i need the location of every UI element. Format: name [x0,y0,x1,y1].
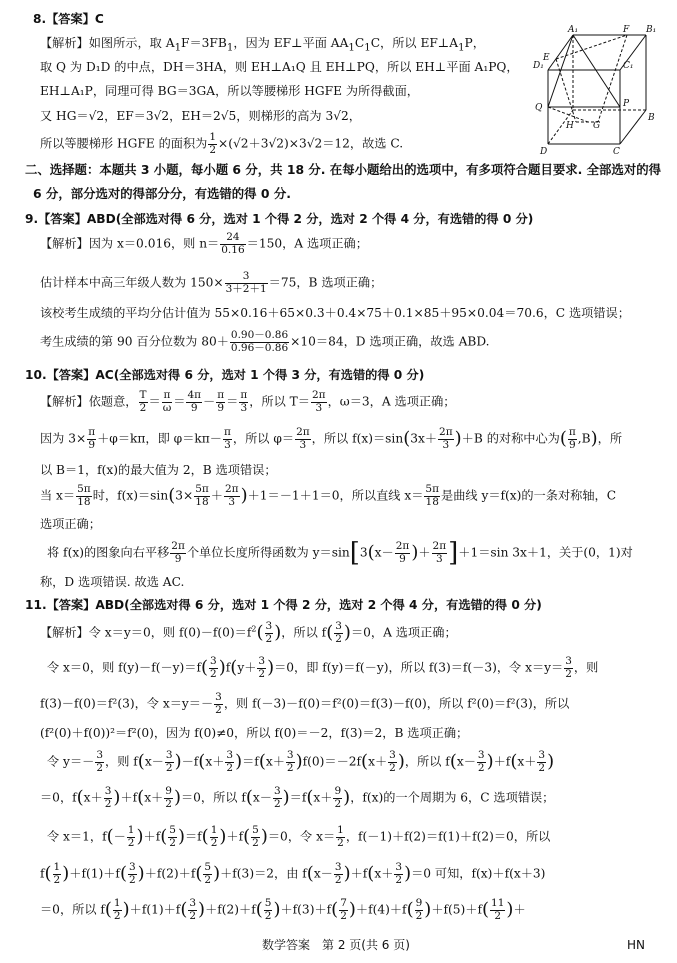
page-footer: 数学答案 第 2 页(共 6 页) [262,938,410,952]
q10-line-7: 称，D 选项错误. 故选 AC. [40,575,185,589]
q10-answer: 10.【答案】AC(全部选对得 6 分，选对 1 个得 3 分，有选错的得 0 分) [25,368,425,382]
q11-line-3: f(3)－f(0)＝f²(3)，令 x＝y＝－ $\frac{3}{2}$ ，则 f(－3)－f(0)＝f²(0)＝f(3)－f(0)，所以 f²(0)＝f²(3)，所以 [40,691,570,716]
fig-label-b1: B₁ [646,25,657,35]
fig-label-p: P [623,99,630,109]
q11-line-6: ＝0，f(x＋ $\frac{3}{2}$ )＋f(x＋ $\frac{9}{2}$ )＝0，所以 f(x－ $\frac{3}{2}$ )＝f(x＋ $\frac{9}{2}$ )，f(x)的一个周期为 6，C 选项错误； [40,785,555,810]
fig-label-c: C [613,147,620,157]
fig-label-c1: C₁ [623,61,634,71]
footer-region-code: HN [627,938,645,952]
q11-line-9: ＝0，所以 f( $\frac{1}{2}$ )＋f(1)＋f( $\frac{3}{2}$ )＋f(2)＋f( $\frac{5}{2}$ )＋f(3)＋f( $\frac{7}{2}$ )＋f(4)＋f( $\frac{9}{2}$ )＋f(5)＋f( $\frac{11}{2}$ )＋ [40,897,526,922]
cube-figure [528,22,658,157]
section-2-header: 二、选择题：本题共 3 小题，每小题 6 分，共 18 分. 在每小题给出的选项中，有多项符合题目要求. 全部选对的得 [25,162,661,177]
fig-label-q: Q [535,103,543,113]
q11-line-5: 令 y＝－ $\frac{3}{2}$ ，则 f(x－ $\frac{3}{2}$ )－f(x＋ $\frac{3}{2}$ )＝f(x＋ $\frac{3}{2}$ )f(0)＝－2f(x＋ $\frac{3}{2}$ )，所以 f(x－ $\frac{3}{2}$ )＋f(x＋ $\frac{3}{2}$ ) [47,749,555,774]
q8-line-5: 所以等腰梯形 HGFE 的面积为 $\frac{1}{2}$ ×(√2＋3√2)×3√2＝12，故选 C. [40,131,404,156]
q11-answer: 11.【答案】ABD(全部选对得 6 分，选对 1 个得 2 分，选对 2 个得 4 分，有选错的得 0 分) [25,598,542,612]
q9-answer: 9.【答案】ABD(全部选对得 6 分，选对 1 个得 2 分，选对 2 个得 4 分，有选错的得 0 分) [25,212,534,226]
fig-label-g: G [593,121,601,131]
q9-line-1: 【解析】因为 x＝0.016，则 n＝ $\frac{24}{0.16}$ ＝150，A 选项正确； [40,231,368,256]
q8-line-1: 【解析】如图所示，取 $A_1F=3FB_1$，因为 EF⊥平面 $AA_1C_1C$，所以 $EF\perp A_1P$， [40,36,485,54]
q8-line-4: 又 HG＝√2，EF＝3√2，EH＝2√5，则梯形的高为 3√2， [40,109,361,123]
q10-line-4: 当 x＝ $\frac{5\pi}{18}$ 时，f(x)＝sin(3× $\frac{5\pi}{18}$ ＋ $\frac{2\pi}{3}$ )＋1＝－1＋1＝0，所以直线 x＝ $\frac{5\pi}{18}$ 是曲线 y＝f(x)的一条对称轴，C [40,483,617,508]
q10-line-6: 将 f(x)的图象向右平移 $\frac{2\pi}{9}$ 个单位长度所得函数为 y＝sin[3(x－ $\frac{2\pi}{9}$ )＋ $\frac{2\pi}{3}$ ]＋1＝sin 3x＋1，关于(0，1)对 [47,538,633,568]
q9-line-2: 估计样本中高三年级人数为 150× $\frac{3}{3+2+1}$ ＝75，B 选项正确； [40,270,383,295]
q11-line-4: (f²(0)＋f(0))²＝f²(0)，因为 f(0)≠0，所以 f(0)＝－2，f(3)＝2，B 选项正确； [40,726,469,740]
fig-label-b: B [648,113,655,123]
q8-line-3: EH⊥A₁P，同理可得 BG＝3GA，所以等腰梯形 HGFE 为所得截面， [40,84,419,98]
fig-label-d: D [540,147,548,157]
q10-line-3: 以 B＝1，f(x)的最大值为 2，B 选项错误； [40,463,277,477]
fig-label-e: E [543,53,550,63]
section-2-note: 6 分，部分选对的得部分分，有选错的得 0 分. [33,186,291,201]
fig-label-h: H [566,121,574,131]
q8-answer: 8.【答案】C [33,12,104,26]
q11-line-7: 令 x＝1，f(－ $\frac{1}{2}$ )＋f( $\frac{5}{2}$ )＝f( $\frac{1}{2}$ )＋f( $\frac{5}{2}$ )＝0，令 x＝ $\frac{1}{2}$ ，f(－1)＋f(2)＝f(1)＋f(2)＝0，所以 [47,824,551,849]
q11-line-8: f( $\frac{1}{2}$ )＋f(1)＋f( $\frac{3}{2}$ )＋f(2)＋f( $\frac{5}{2}$ )＋f(3)＝2，由 f(x－ $\frac{3}{2}$ )＋f(x＋ $\frac{3}{2}$ )＝0 可知，f(x)＋f(x＋3) [40,861,546,886]
q10-line-2: 因为 3× $\frac{\pi}{9}$ ＋φ＝kπ，即 φ＝kπ－ $\frac{\pi}{3}$ ，所以 φ＝ $\frac{2\pi}{3}$ ，所以 f(x)＝sin(3x＋ $\frac{2\pi}{3}$ )＋B 的对称中心为( $\frac{\pi}{9}$ ,B)，所 [40,426,623,451]
q10-line-5: 选项正确； [40,517,101,531]
q9-line-4: 考生成绩的第 90 百分位数为 80＋ $\frac{0.90-0.86}{0.96-0.86}$ ×10＝84，D 选项正确，故选 ABD. [40,329,490,354]
fig-label-f: F [623,25,630,35]
q8-line-2: 取 Q 为 D₁D 的中点，DH＝3HA，则 EH⊥A₁Q 且 EH⊥PQ，所以 EH⊥平面 A₁PQ， [40,60,519,74]
q11-line-2: 令 x＝0，则 f(y)－f(－y)＝f( $\frac{3}{2}$ )f(y＋ $\frac{3}{2}$ )＝0，即 f(y)＝f(－y)，所以 f(3)＝f(－3)，令 x＝y＝ $\frac{3}{2}$ ，则 [47,655,599,680]
q9-line-3: 该校考生成绩的平均分估计值为 55×0.16＋65×0.3＋0.4×75＋0.1×85＋95×0.04＝70.6，C 选项错误； [40,306,630,320]
q11-line-1: 【解析】令 x＝y＝0，则 $f(0)-f(0)=f^2$( $\frac{3}{2}$ )，所以 f( $\frac{3}{2}$ )＝0，A 选项正确； [40,620,457,645]
fig-label-a1: A₁ [568,25,579,35]
fig-label-d1: D₁ [533,61,544,71]
q10-line-1: 【解析】依题意， $\frac{T}{2}$ ＝ $\frac{\pi}{\omega}$ ＝ $\frac{4\pi}{9}$ － $\frac{\pi}{9}$ ＝ $\frac{\pi}{3}$ ，所以 T＝ $\frac{2\pi}{3}$ ，ω＝3，A 选项正确； [40,389,456,414]
